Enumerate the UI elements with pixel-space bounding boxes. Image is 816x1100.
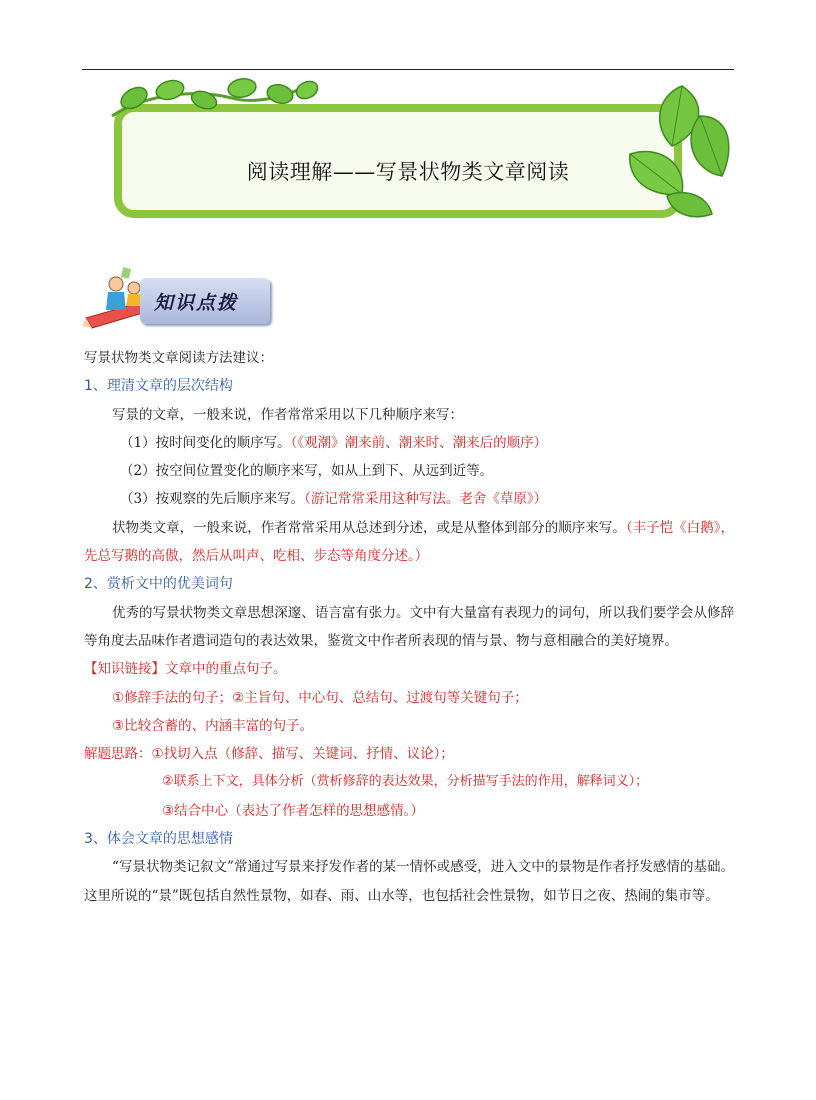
badge-label: 知识点拨 [154, 292, 239, 314]
section-2-para-1: 优秀的写景状物类文章思想深邃、语言富有张力。文中有大量富有表现力的词句，所以我们要学会从修辞等角度去品味作者遣词造句的表达效果，鉴赏文中作者所表现的情与景、物与意相融合的美好境界。 [84, 604, 734, 649]
section-2-heading: 2、赏析文中的优美词句 [84, 576, 233, 593]
link-item-1: ①修辞手法的句子；②主旨句、中心句、总结句、过渡句等关键句子； [112, 689, 528, 706]
tip-1: ①找切入点（修辞、描写、关键词、抒情、议论）； [151, 746, 454, 763]
para-2-text: 状物类文章，一般来说，作者常常采用从总述到分述，或是从整体到部分的顺序来写。 [112, 519, 626, 536]
tip-3: ③结合中心（表达了作者怎样的思想感情。） [162, 802, 424, 819]
leaf-vine-icon [82, 76, 734, 226]
knowledge-link-label: 【知识链接】 [84, 661, 165, 678]
link-item-2: ③比较含蓄的、内涵丰富的句子。 [112, 717, 314, 734]
section-1-item-2: （2）按空间位置变化的顺序来写，如从上到下、从远到近等。 [120, 463, 494, 480]
item-3-note: （游记常常采用这种写法。老舍《草原》） [304, 491, 548, 508]
article-body [84, 344, 734, 910]
title-banner [82, 76, 734, 226]
knowledge-link [84, 655, 734, 683]
tips-label: 解题思路： [84, 746, 152, 763]
section-3-para-1: “写景状物类记叙文”常通过写景来抒发作者的某一情怀或感受，进入文中的景物是作者抒发感情的基础。这里所说的“景”既包括自然性景物，如春、雨、山水等，也包括社会性景物，如节日之夜、热闹的集市等。 [84, 859, 734, 904]
item-3-text: （3）按观察的先后顺序来写。 [120, 491, 305, 508]
para-2-note: （丰子恺《白鹅》，先总写鹅的高傲，然后从叫声、吃相、步态等角度分述。） [84, 519, 735, 565]
section-1-item-3 [84, 485, 734, 513]
knowledge-link-text: 文章中的重点句子。 [165, 661, 287, 678]
tip-2: ②联系上下文，具体分析（赏析修辞的表达效果，分析描写手法的作用，解释词义）； [162, 774, 649, 790]
section-3-heading: 3、体会文章的思想感情 [84, 831, 233, 848]
item-1-text: （1）按时间变化的顺序写。 [120, 434, 291, 451]
knowledge-badge [82, 266, 274, 336]
section-1-item-1 [84, 429, 734, 457]
section-1-para-1: 写景的文章，一般来说，作者常常采用以下几种顺序来写： [112, 406, 463, 423]
item-1-note: （《观潮》潮来前、潮来时、潮来后的顺序） [290, 434, 548, 451]
section-1-para-2 [84, 514, 734, 571]
tips-line-1 [84, 740, 734, 768]
header-rule [82, 69, 734, 70]
intro-text: 写景状物类文章阅读方法建议： [84, 350, 273, 366]
page-title: 阅读理解——写景状物类文章阅读 [246, 160, 570, 184]
section-1-heading: 1、理清文章的层次结构 [84, 378, 233, 395]
